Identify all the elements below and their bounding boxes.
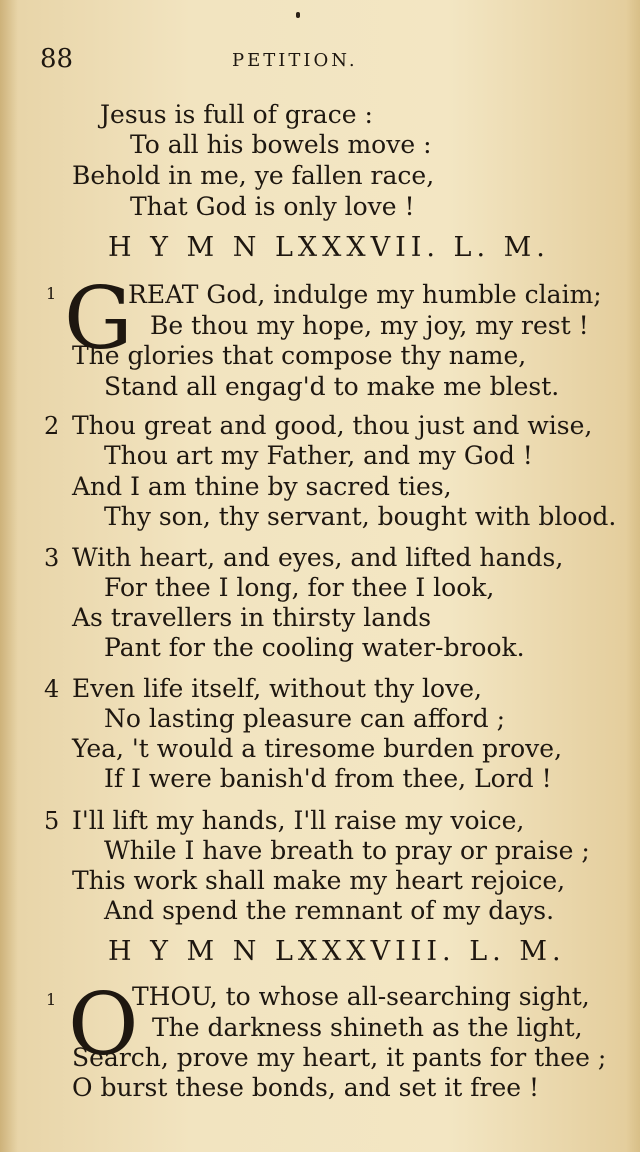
verse-line: REAT God, indulge my humble claim; [128, 280, 602, 309]
verse-number: 4 [44, 675, 60, 703]
page-edge-shadow-right [626, 0, 640, 1152]
verse-line: Thy son, thy servant, bought with blood. [104, 502, 617, 531]
verse-number: 2 [44, 412, 60, 440]
drop-cap: G [64, 269, 133, 369]
ink-speck [296, 12, 300, 18]
verse-line: For thee I long, for thee I look, [104, 573, 495, 602]
verse-line: And spend the remnant of my days. [104, 896, 555, 925]
verse-line: And I am thine by sacred ties, [72, 472, 452, 501]
page-header [0, 44, 640, 78]
verse-line: The darkness shineth as the light, [152, 1013, 583, 1042]
page-edge-shadow-left [0, 0, 18, 1152]
verse-line: Stand all engag'd to make me blest. [104, 372, 560, 401]
verse-line: Thou great and good, thou just and wise, [72, 411, 593, 440]
verse-line: Jesus is full of grace : [100, 100, 373, 129]
verse-number: 3 [44, 544, 60, 572]
verse-line: O burst these bonds, and set it free ! [72, 1073, 540, 1102]
verse-line: I'll lift my hands, I'll raise my voice, [72, 806, 525, 835]
verse-line: This work shall make my heart rejoice, [72, 866, 566, 895]
verse-line: The glories that compose thy name, [72, 341, 527, 370]
verse-number: 1 [46, 284, 57, 303]
verse-line: No lasting pleasure can afford ; [104, 704, 506, 733]
verse-line: Even life itself, without thy love, [72, 674, 482, 703]
hymn-title: H Y M N LXXXVII. L. M. [108, 232, 550, 263]
verse-line: Be thou my hope, my joy, my rest ! [150, 311, 589, 340]
verse-line: That God is only love ! [130, 192, 415, 221]
verse-line: Yea, 't would a tiresome burden prove, [72, 734, 563, 763]
verse-line: Search, prove my heart, it pants for thee ; [72, 1043, 607, 1072]
verse-line: THOU, to whose all-searching sight, [132, 982, 590, 1011]
drop-cap: O [68, 975, 139, 1075]
verse-line: While I have breath to pray or praise ; [104, 836, 590, 865]
verse-line: As travellers in thirsty lands [72, 603, 432, 632]
verse-line: Pant for the cooling water-brook. [104, 633, 525, 662]
running-title: PETITION. [232, 50, 358, 71]
verse-number: 5 [44, 807, 60, 835]
verse-line: To all his bowels move : [130, 130, 432, 159]
page-number: 88 [40, 44, 74, 74]
verse-line: Behold in me, ye fallen race, [72, 161, 435, 190]
verse-line: With heart, and eyes, and lifted hands, [72, 543, 564, 572]
verse-number: 1 [46, 990, 57, 1009]
verse-line: Thou art my Father, and my God ! [104, 441, 533, 470]
verse-line: If I were banish'd from thee, Lord ! [104, 764, 552, 793]
hymn-title: H Y M N LXXXVIII. L. M. [108, 936, 566, 967]
